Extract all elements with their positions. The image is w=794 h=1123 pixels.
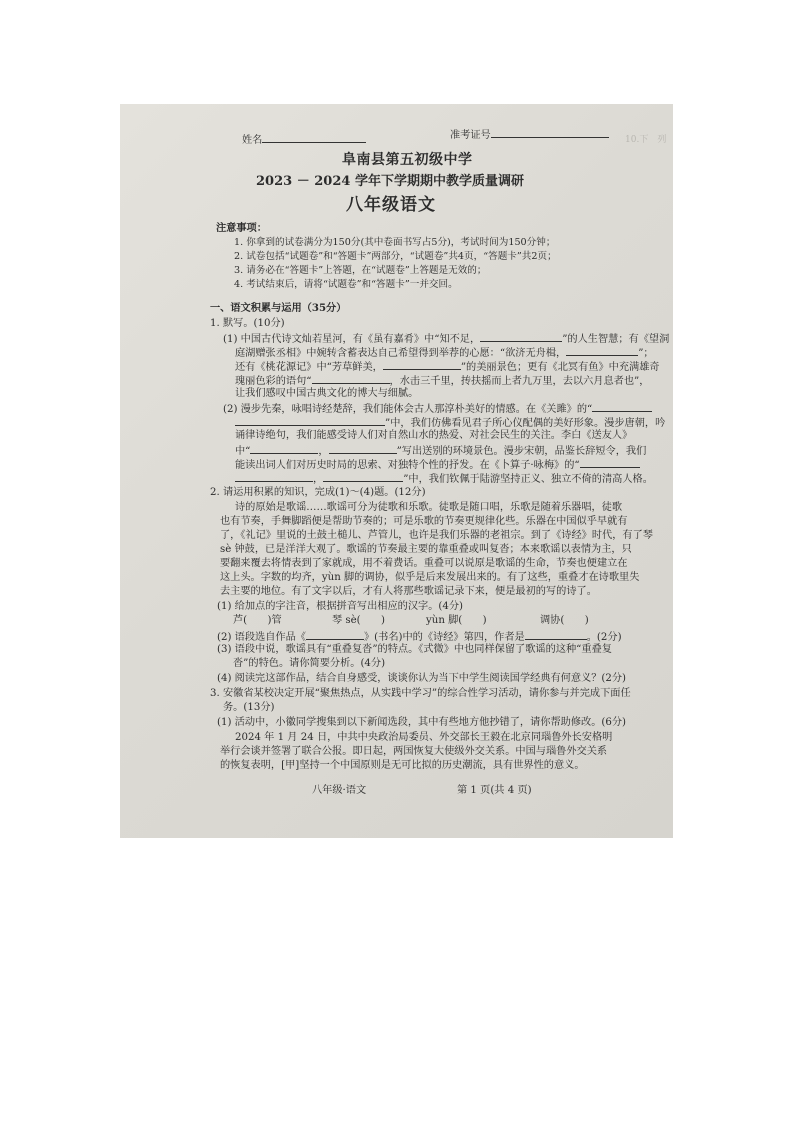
news-line: 的恢复表明，[甲]坚持一个中国原则是无可比拟的历史潮流，具有世界性的意义。 (220, 760, 585, 771)
passage-line: 要翻来覆去将情表到了家就成，用不着费话。重叠可以说原是歌谣的生命，节奏也便建立在 (220, 558, 628, 569)
passage-line: 了，《礼记》里说的土鼓土槌儿、芦管儿，也许是我们乐器的老祖宗。到了《诗经》时代，有了琴 (220, 530, 653, 541)
q1-text: 还有《桃花源记》中“芳草鲜美， (235, 362, 383, 373)
passage-line: 诗的原始是歌谣……歌谣可分为徒歌和乐歌。徒歌是随口唱，乐歌是随着乐器唱，徒歌 (235, 502, 623, 513)
name-field (242, 132, 366, 147)
answer-blank (592, 401, 652, 412)
q1-text: ， (318, 446, 329, 457)
sub-question-text: 》(书名)中的《诗经》第四，作者是 (363, 632, 525, 643)
pinyin-item: 琴 sè( ) (332, 615, 386, 626)
sub-question-text: 。(2分) (586, 632, 622, 643)
passage-line: 也有节奏，手舞脚蹈便是帮助节奏的；可是乐歌的节奏更规律化些。乐器在中国似乎早就有 (220, 516, 628, 527)
subject-title: 八年级语文 (346, 195, 436, 215)
q1-text: ”； (638, 348, 654, 359)
q1-text: ”的人生智慧；有《望洞 (562, 334, 670, 345)
q1-text: (2) 漫步先秦，咏唱诗经楚辞，我们能体会古人那淳朴美好的情感。在《关雎》的“ (223, 404, 593, 415)
answer-blank (235, 415, 385, 426)
pinyin-item: 调协( ) (540, 615, 589, 626)
q1-text: 庭湖赠张丞相》中婉转含蓄表达自己希望得到举荐的心愿：“欲济无舟楫， (235, 348, 567, 359)
news-line: 2024 年 1 月 24 日，中共中央政治局委员、外交部长王毅在北京同瑙鲁外长安格明 (235, 732, 613, 743)
answer-blank (306, 629, 364, 640)
sub-question: (1) 活动中，小徽同学搜集到以下新闻选段，其中有些地方他抄错了，请你帮助修改。(6分) (217, 717, 627, 728)
answer-blank (312, 373, 390, 384)
question-title: 3. 安徽省某校决定开展“聚焦热点，从实践中学习”的综合性学习活动，请你参与并完成下面任 (210, 688, 631, 699)
q1-text: 中“ (235, 446, 251, 457)
answer-blank (383, 359, 461, 370)
answer-blank (329, 443, 397, 454)
answer-blank (580, 457, 640, 468)
passage-line: sè 钟鼓，已是洋洋大观了。歌谣的节奏最主要的靠重叠或叫复沓；本来歌谣以表情为主，只 (220, 544, 632, 555)
exam-no-field (450, 127, 609, 142)
notice-title: 注意事项： (216, 222, 267, 234)
answer-blank (323, 471, 403, 482)
question-title: 务。(13分) (223, 702, 275, 713)
q1-line: 诵律诗绝句，我们能感受诗人们对自然山水的热爱、对社会民生的关注。李白《送友人》 (235, 430, 633, 441)
sub-question: 沓”的特色。请你简要分析。(4分) (233, 658, 386, 669)
answer-blank (235, 471, 313, 482)
name-label: 姓名 (242, 135, 263, 146)
q1-line (223, 401, 652, 416)
sub-question: (1) 给加点的字注音，根据拼音写出相应的汉字。(4分) (217, 601, 464, 612)
exam-no-blank (491, 127, 609, 138)
name-blank (262, 132, 366, 143)
q1-line (235, 457, 640, 472)
q1-line (235, 415, 665, 430)
q1-line (223, 331, 669, 346)
exam-no-label: 准考证号 (450, 130, 491, 141)
answer-blank (480, 331, 562, 342)
question-title: 1. 默写。(10分) (210, 318, 285, 329)
answer-blank (525, 629, 587, 640)
sub-question: (4) 阅读完这部作品，结合自身感受，谈谈你认为当下中学生阅读国学经典有何意义？(2分) (217, 673, 627, 684)
notice-item: 1. 你拿到的试卷满分为150分(其中卷面书写占5分)，考试时间为150分钟； (234, 237, 556, 248)
news-line: 举行会谈并签署了联合公报。即日起，两国恢复大使级外交关系。中国与瑙鲁外交关系 (220, 746, 608, 757)
sub-question (217, 629, 622, 644)
q1-text: ”中，我们钦佩于陆游坚持正义、独立不倚的清高人格。 (403, 474, 653, 485)
q1-text: ， (313, 474, 324, 485)
q1-line (235, 359, 660, 374)
footer-page: 第 1 页(共 4 页) (457, 785, 532, 796)
exam-paper-photo (120, 104, 673, 838)
q1-line (235, 373, 649, 388)
q1-text: ”的美丽景色；更有《北冥有鱼》中充满雄奇 (460, 362, 660, 373)
section-title: 一、语文积累与运用（35分） (210, 302, 347, 314)
q1-text: ”写出送别的环境景色。漫步宋朝，品鉴长辞短令，我们 (396, 446, 647, 457)
q1-line (235, 345, 654, 360)
notice-item: 4. 考试结束后，请将“试题卷”和“答题卡”一并交回。 (234, 279, 458, 290)
answer-blank (250, 443, 318, 454)
notice-item: 3. 请务必在“答题卡”上答题，在“试题卷”上答题是无效的； (234, 265, 487, 276)
sub-question: (3) 语段中说，歌谣具有“重叠复沓”的特点。《式微》中也同样保留了歌谣的这种“重叠复 (217, 644, 612, 655)
q1-text: ，水击三千里，抟扶摇而上者九万里，去以六月息者也”， (389, 376, 650, 387)
q1-text: 瑰丽色彩的语句“ (235, 376, 312, 387)
q1-line: 让我们感叹中国古典文化的博大与细腻。 (235, 388, 419, 399)
question-title: 2. 请运用积累的知识，完成(1)～(4)题。(12分) (210, 487, 426, 498)
footer-subject: 八年级·语文 (312, 785, 367, 796)
pinyin-item: 芦( )管 (233, 615, 282, 626)
term-title: 2023 － 2024 学年下学期期中教学质量调研 (256, 174, 524, 189)
sub-question-text: (2) 语段选自作品《 (217, 632, 306, 643)
q1-line (235, 471, 653, 486)
passage-line: 去主要的地位。有了文字以后，才有人将那些歌谣记录下来，便是最初的写的诗了。 (220, 586, 597, 597)
passage-line: 这上头。字数的均齐，yùn 脚的调协，似乎是后来发展出来的。有了这些，重叠才在诗歌里失 (220, 572, 640, 583)
bleed-through-text: 10.下 列 (625, 135, 667, 145)
school-name: 阜南县第五初级中学 (342, 152, 473, 168)
q1-text: (1) 中国古代诗文灿若星河，有《虽有嘉肴》中“知不足， (223, 334, 481, 345)
pinyin-item: yùn 脚( ) (426, 615, 487, 626)
q1-text: ”中，我们仿佛看见君子所心仪配偶的美好形象。漫步唐朝，吟 (385, 418, 666, 429)
notice-item: 2. 试卷包括“试题卷”和“答题卡”两部分，“试题卷”共4页，“答题卡”共2页； (234, 251, 557, 262)
q1-line (235, 443, 646, 458)
q1-text: 能读出词人们对历史时局的思索、对独特个性的抒发。在《卜算子·咏梅》的“ (235, 460, 580, 471)
answer-blank (566, 345, 638, 356)
